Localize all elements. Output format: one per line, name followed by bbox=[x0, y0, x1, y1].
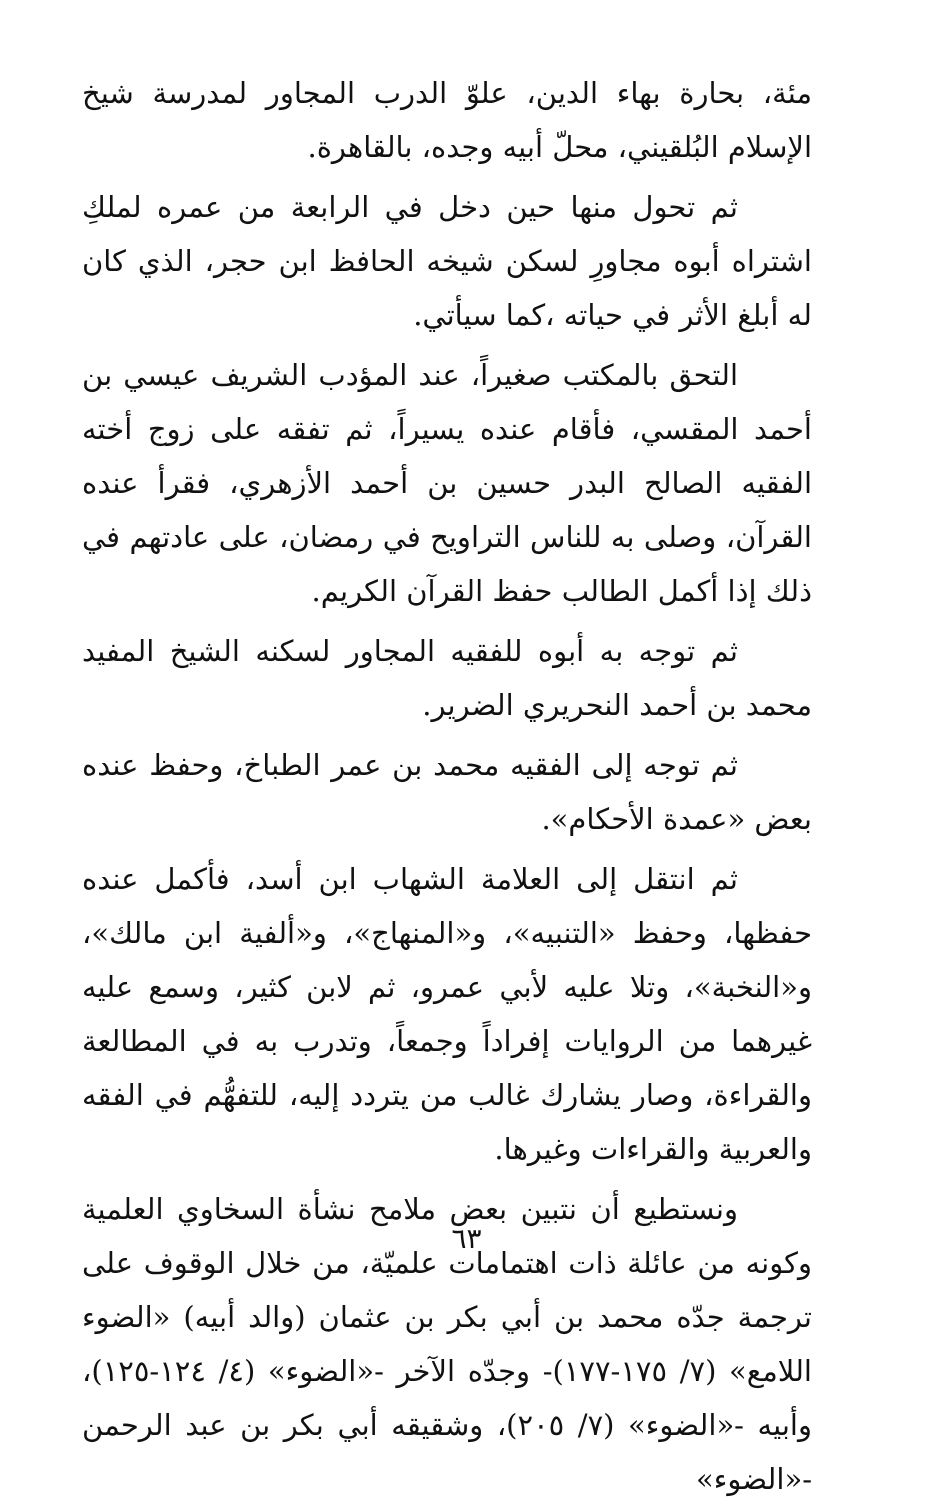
paragraph-7: ونستطيع أن نتبين بعض ملامح نشأة السخاوي العلمية وكونه من عائلة ذات اهتمامات علميّة، من خلال الوقوف على ترجمة جدّه محمد بن أبي بكر بن عثمان (والد أبيه) «الضوء اللامع» (٧/ ١٧٥-١٧٧)- وجدّه الآخر -«الضوء» (٤/ ١٢٤-١٢٥)، وأبيه -«الضوء» (٧/ ٢٠٥)، وشقيقه أبي بكر بن عبد الرحمن -«الضوء» bbox=[82, 1192, 812, 1496]
paragraph-3: التحق بالمكتب صغيراً، عند المؤدب الشريف عيسي بن أحمد المقسي، فأقام عنده يسيراً، ثم تفقه على زوج أخته الفقيه الصالح البدر حسين بن أحمد الأزهري، فقرأ عنده القرآن، وصلى به للناس التراويح في رمضان، على عادتهم في ذلك إذا أكمل الطالب حفظ القرآن الكريم. bbox=[82, 358, 812, 608]
paragraph-6: ثم انتقل إلى العلامة الشهاب ابن أسد، فأكمل عنده حفظها، وحفظ «التنبيه»، و«المنهاج»، و«ألفية ابن مالك»، و«النخبة»، وتلا عليه لأبي عمرو، ثم لابن كثير، وسمع عليه غيرهما من الروايات إفراداً وجمعاً، وتدرب به في المطالعة والقراءة، وصار يشارك غالب من يتردد إليه، للتفهُّم في الفقه والعربية والقراءات وغيرها. bbox=[82, 862, 812, 1166]
paragraph-2: ثم تحول منها حين دخل في الرابعة من عمره لملكِ اشتراه أبوه مجاورِ لسكن شيخه الحافظ ابن حجر، الذي كان له أبلغ الأثر في حياته ،كما سيأتي. bbox=[82, 190, 812, 332]
page-number: ٦٣ bbox=[451, 1222, 482, 1255]
page-body bbox=[82, 66, 812, 1496]
paragraph-1: مئة، بحارة بهاء الدين، علوّ الدرب المجاور لمدرسة شيخ الإسلام البُلقيني، محلّ أبيه وجده، بالقاهرة. bbox=[82, 76, 812, 164]
paragraph-5: ثم توجه إلى الفقيه محمد بن عمر الطباخ، وحفظ عنده بعض «عمدة الأحكام». bbox=[82, 748, 812, 836]
paragraph-4: ثم توجه به أبوه للفقيه المجاور لسكنه الشيخ المفيد محمد بن أحمد النحريري الضرير. bbox=[82, 634, 812, 722]
